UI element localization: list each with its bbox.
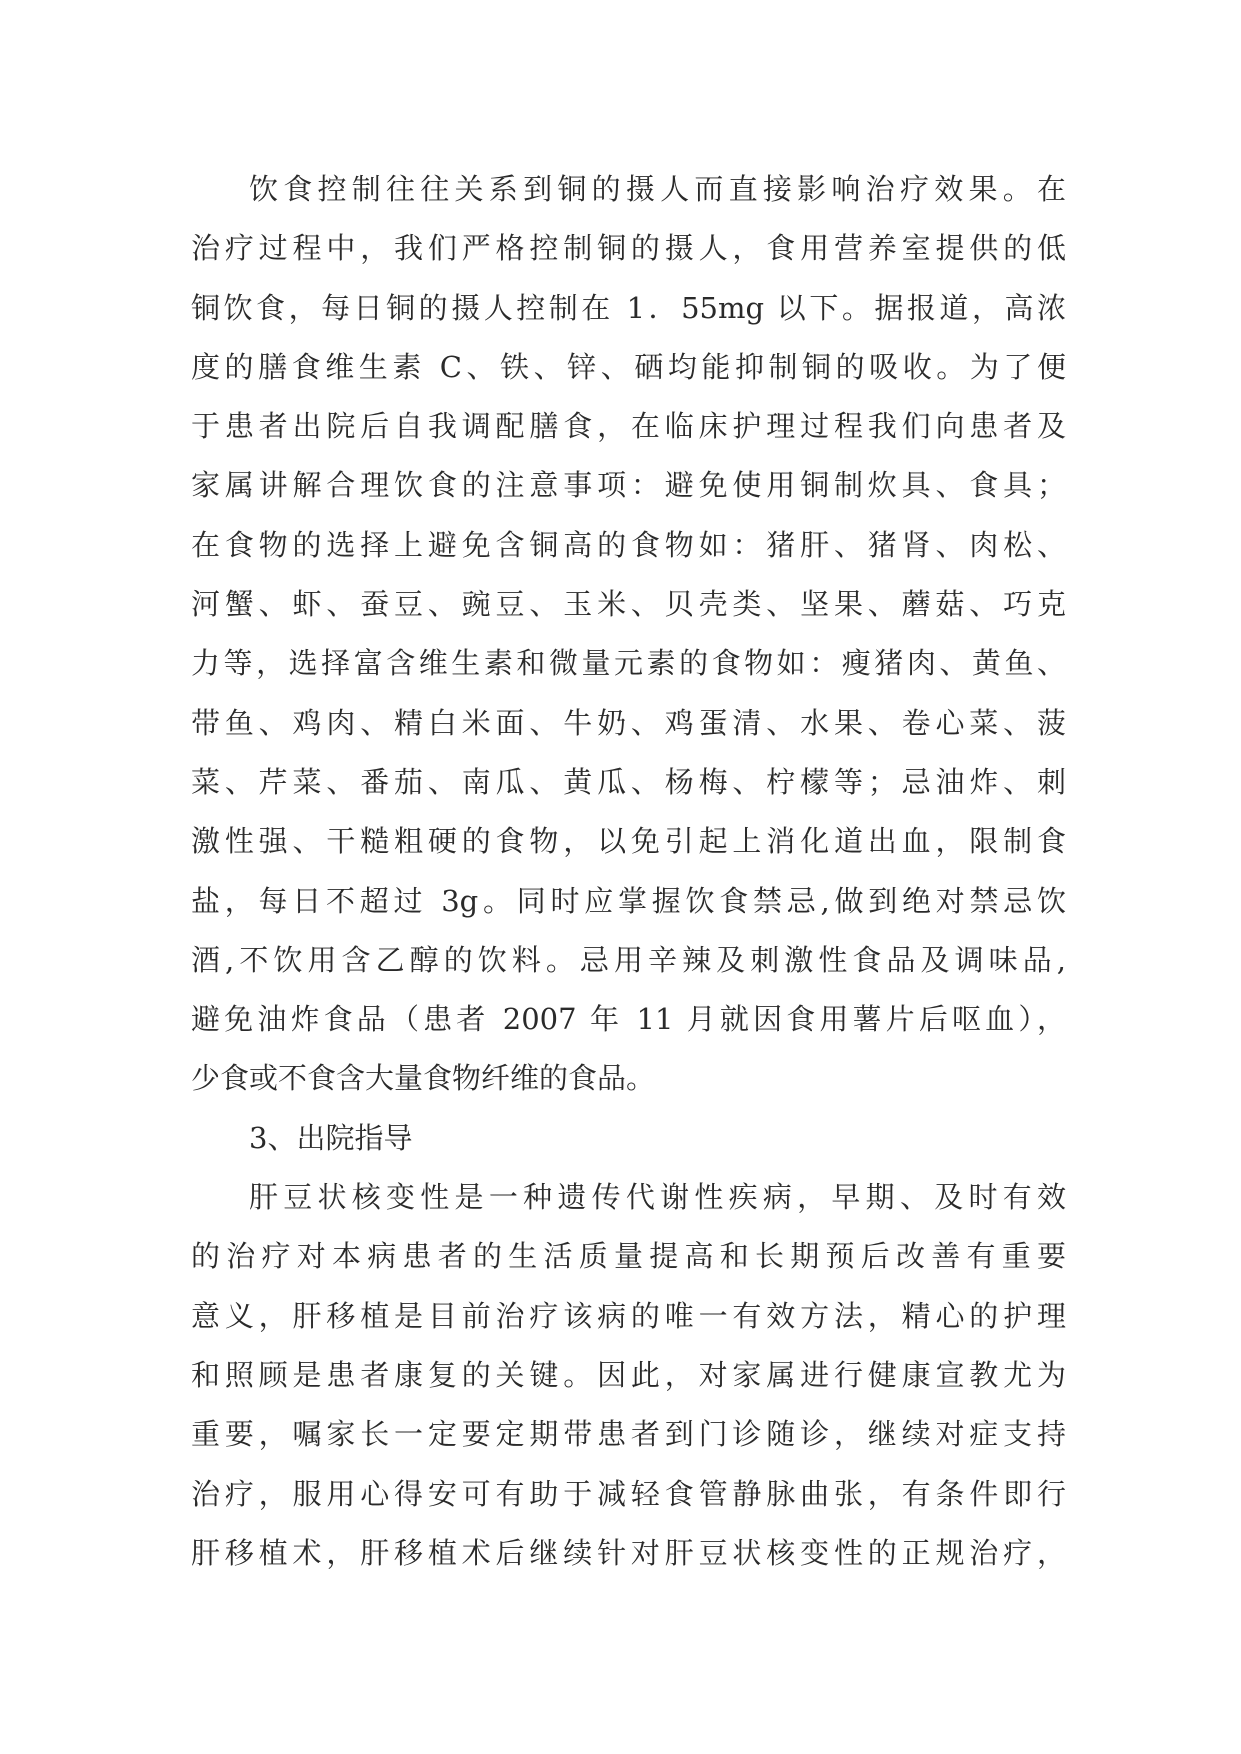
text-line: 铜饮食，每日铜的摄人控制在 1．55mg 以下。据报道，高浓 [191, 290, 1066, 325]
text-line: 激性强、干糙粗硬的食物，以免引起上消化道出血，限制食 [191, 824, 1066, 859]
text-line: 避免油炸食品（患者 2007 年 11 月就因食用薯片后呕血）， [191, 1002, 1066, 1037]
text-line: 少食或不食含大量食物纤维的食品。 [191, 1061, 656, 1096]
text-line: 盐，每日不超过 3g。同时应掌握饮食禁忌,做到绝对禁忌饮 [191, 883, 1066, 918]
text-line: 带鱼、鸡肉、精白米面、牛奶、鸡蛋清、水果、卷心菜、菠 [191, 705, 1066, 740]
text-line: 饮食控制往往关系到铜的摄人而直接影响治疗效果。在 [249, 172, 1066, 206]
text-line: 治疗过程中，我们严格控制铜的摄人，食用营养室提供的低 [191, 231, 1066, 266]
text-line: 在食物的选择上避免含铜高的食物如：猪肝、猪肾、肉松、 [191, 527, 1066, 562]
text-line: 肝豆状核变性是一种遗传代谢性疾病，早期、及时有效 [249, 1180, 1066, 1215]
text-line: 度的膳食维生素 C、铁、锌、硒均能抑制铜的吸收。为了便 [191, 349, 1066, 384]
text-line: 和照顾是患者康复的关键。因此，对家属进行健康宣教尤为 [191, 1357, 1066, 1392]
text-line: 重要，嘱家长一定要定期带患者到门诊随诊，继续对症支持 [191, 1417, 1066, 1452]
section-heading: 3、出院指导 [249, 1120, 413, 1155]
text-line: 河蟹、虾、蚕豆、豌豆、玉米、贝壳类、坚果、蘑菇、巧克 [191, 587, 1066, 622]
text-line: 意义，肝移植是目前治疗该病的唯一有效方法，精心的护理 [191, 1298, 1066, 1333]
text-line: 治疗，服用心得安可有助于减轻食管静脉曲张，有条件即行 [191, 1476, 1066, 1511]
text-line: 肝移植术，肝移植术后继续针对肝豆状核变性的正规治疗， [191, 1535, 1066, 1570]
text-line: 于患者出院后自我调配膳食，在临床护理过程我们向患者及 [191, 409, 1066, 444]
text-line: 的治疗对本病患者的生活质量提高和长期预后改善有重要 [191, 1239, 1066, 1274]
text-line: 家属讲解合理饮食的注意事项：避免使用铜制炊具、食具； [191, 468, 1066, 503]
text-line: 菜、芹菜、番茄、南瓜、黄瓜、杨梅、柠檬等；忌油炸、刺 [191, 764, 1066, 799]
body-text [191, 160, 1066, 1583]
text-line: 力等，选择富含维生素和微量元素的食物如：瘦猪肉、黄鱼、 [191, 646, 1066, 681]
text-line: 酒,不饮用含乙醇的饮料。忌用辛辣及刺激性食品及调味品, [191, 942, 1066, 977]
